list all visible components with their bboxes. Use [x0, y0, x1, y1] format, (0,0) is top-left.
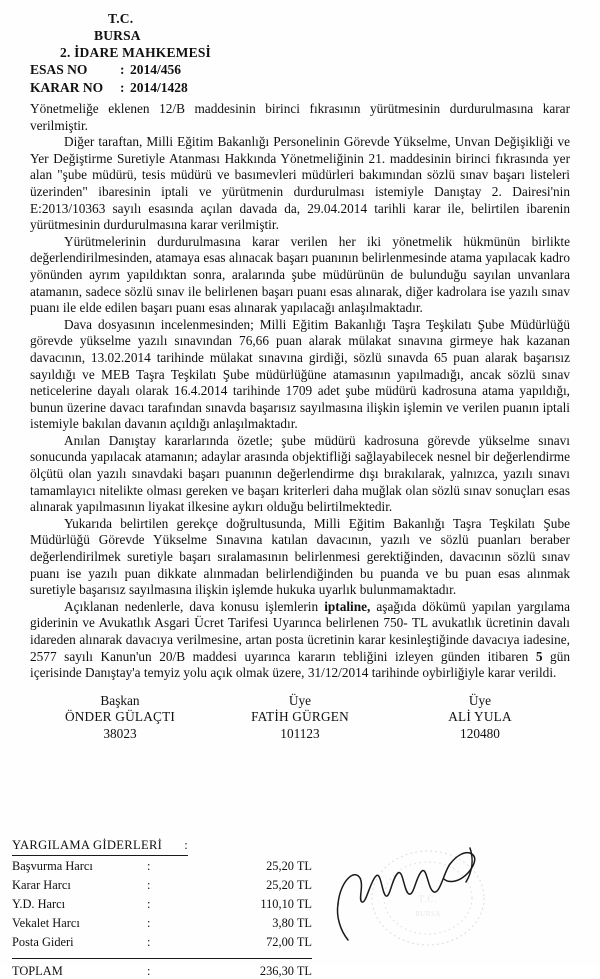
paragraph-6: Yukarıda belirtilen gerekçe doğrultusunda, Milli Eğitim Bakanlığı Taşra Teşkilatı Şube Müdürlüğü Görevde Yükselme Sınavına katılan davacının, yazılı ve sözlü puanları beraber değerlendirilmek suretiyle başarı sıralamasının belirlenmesi gerektiğinden, davacının sözlü sınav puanı ise yazılı puan dikkate alınmadan belirlendiğinden bu puanda ve bu puan esas alınmak suretiyle başarısız sayılmasına ilişkin işlemde hukuka uyarlık bulunmamaktadır.	[30, 516, 570, 599]
cost-label: Posta Gideri	[12, 935, 147, 951]
cost-colon: :	[147, 935, 169, 951]
ruling-text-part-3: gün içerisinde Danıştay'a temyiz yolu açık olmak üzere, 31/12/2014 tarihinde oybirliğiyle karar verildi.	[30, 649, 570, 681]
paragraph-5: Anılan Danıştay kararlarında özetle; şube müdürü kadrosuna görevde yükselme sınavı sonucunda yapılacak atamanın; adaylar arasında objektifliği sağlayabilecek nesnel bir değerlendirme ölçütü olan yazılı sınavdaki başarı puanının değerlendirme dışı bırakılarak, yalnızca, yazılı sınavı tamamlayıcı nitelikte olması gereken ve başarı kriterleri daha muğlak olan sözlü sınav sonuçları esas alınarak yapılmasının liyakat ilkesine aykırı olduğu belirtilmektedir.	[30, 433, 570, 516]
case-number-separator: :	[120, 61, 130, 79]
header-court-name: 2. İDARE MAHKEMESİ	[30, 44, 570, 61]
signatory-name: FATİH GÜRGEN	[210, 709, 390, 725]
decision-number-separator: :	[120, 79, 130, 97]
cost-total-value: 236,30 TL	[169, 964, 312, 979]
header-city: BURSA	[30, 27, 570, 44]
ruling-emphasis-iptaline: iptaline,	[324, 599, 370, 614]
svg-text:BURSA: BURSA	[415, 910, 441, 918]
document-header	[0, 0, 600, 97]
litigation-costs-table	[12, 838, 312, 979]
cost-colon: :	[147, 916, 169, 932]
cost-row	[12, 878, 312, 894]
case-number-value: 2014/456	[130, 61, 181, 79]
paragraph-7-ruling	[30, 599, 570, 682]
signatory-name: ÖNDER GÜLAÇTI	[30, 709, 210, 725]
stamp-icon	[330, 838, 540, 958]
signatory-id: 120480	[390, 726, 570, 742]
cost-value: 25,20 TL	[169, 878, 312, 894]
handwritten-signature-icon	[337, 848, 474, 940]
cost-value: 25,20 TL	[169, 859, 312, 875]
paragraph-3: Yürütmelerinin durdurulmasına karar verilen her iki yönetmelik hükmünün birlikte değerlendirilmesinden, atamaya esas alınacak başarı puanının belirlenmesinde atama yapılacak kadro yönünden ayrım yapıldıktan sonra, aralarında şube müdürünün de bulunduğu sayılan unvanlara atamanın, sadece sözlü sınav ile belirlenen başarı puanı esas alınarak, diğer kadrolara ise yazılı sınav puanı ile elde edilen başarı puanı esas alınarak yapılacağı anlaşılmaktadır.	[30, 234, 570, 317]
cost-colon: :	[147, 897, 169, 913]
signatory-president	[30, 693, 210, 742]
signatory-id: 38023	[30, 726, 210, 742]
signatory-role: Başkan	[30, 693, 210, 709]
signatory-name: ALİ YULA	[390, 709, 570, 725]
signatory-member-2	[390, 693, 570, 742]
decision-number-label: KARAR NO	[30, 79, 120, 97]
ruling-text-part-2: aşağıda dökümü yapılan yargılama giderinin ve Avukatlık Asgari Ücret Tarifesi Uyarınca belirlenen 750- TL avukatlık ücretinin davalı idareden alınarak davacıya verilmesine, artan posta ücretinin karar kesinleştiğinde davacıya iadesine, 2577 sayılı Kanun'un 20/B maddesi uyarınca kararın tebliğini izleyen günden itibaren	[30, 599, 570, 664]
cost-label: Y.D. Harcı	[12, 897, 147, 913]
decision-number-value: 2014/1428	[130, 79, 188, 97]
cost-label: Vekalet Harcı	[12, 916, 147, 932]
signatory-role: Üye	[210, 693, 390, 709]
signature-and-stamp-area	[330, 838, 540, 958]
costs-table-title-row	[12, 838, 188, 856]
cost-row	[12, 916, 312, 932]
cost-row	[12, 859, 312, 875]
case-number-row	[30, 61, 570, 79]
costs-table-title: YARGILAMA GİDERLERİ	[12, 838, 178, 854]
ruling-emphasis-days: 5	[536, 649, 543, 664]
costs-title-colon: :	[178, 838, 188, 854]
ruling-text-part-1: Açıklanan nedenlerle, dava konusu işlemlerin	[64, 599, 324, 614]
cost-value: 110,10 TL	[169, 897, 312, 913]
signatory-member-1	[210, 693, 390, 742]
signature-block	[30, 693, 570, 742]
paragraph-2: Diğer taraftan, Milli Eğitim Bakanlığı Personelinin Görevde Yükselme, Unvan Değişikliği ve Yer Değiştirme Suretiyle Atanması Hakkında Yönetmeliğinin 21. maddesinin birinci fıkrasında yer alan "şube müdürü, tesis müdürü ve basımevleri müdürleri bakımından sözlü sınav başarı listeleri üzerinden" ibaresinin iptali ve yürütmenin durdurulması istemiyle Danıştay 2. Dairesi'nin E:2013/10363 sayılı esasında açılan davada da, 29.04.2014 tarihli karar ile, belirtilen ibarenin yürütmesinin durdurulmasına karar verilmiştir.	[30, 134, 570, 234]
svg-text:T.C.: T.C.	[418, 894, 437, 904]
paragraph-4: Dava dosyasının incelenmesinden; Milli Eğitim Bakanlığı Taşra Teşkilatı Şube Müdürlüğü görevde yükselme yazılı sınavından 76,66 puan alarak mülakat sınavına girmeye hak kazanan davacının, 13.02.2014 tarihinde mülakat sınavına girdiği, sözlü sınavda 65 puan alarak başarısız sayıldığı ve MEB Taşra Teşkilatı Şube müdürlüğüne atamasının yapılmadığı, ancak sözlü sınav neticelerine dayalı olarak 16.4.2014 tarihinde 1709 adet şube müdürü kadrosuna atama yapıldığı, bunun üzerine davacı tarafından sınavda başarısız sayılmasına ilişkin işlemin ve verilen puanın iptali istemiyle bakılan davanın açıldığı anlaşılmaktadır.	[30, 317, 570, 433]
signatory-id: 101123	[210, 726, 390, 742]
cost-label: Başvurma Harcı	[12, 859, 147, 875]
signatory-role: Üye	[390, 693, 570, 709]
cost-total-colon: :	[147, 964, 169, 979]
cost-colon: :	[147, 878, 169, 894]
cost-colon: :	[147, 859, 169, 875]
costs-total-divider	[12, 958, 312, 959]
cost-value: 72,00 TL	[169, 935, 312, 951]
cost-total-label: TOPLAM	[12, 964, 147, 979]
paragraph-1: Yönetmeliğe eklenen 12/B maddesinin birinci fıkrasının yürütmesinin durdurulmasına karar verilmiştir.	[30, 101, 570, 134]
cost-row	[12, 897, 312, 913]
cost-value: 3,80 TL	[169, 916, 312, 932]
decision-number-row	[30, 79, 570, 97]
header-republic: T.C.	[30, 10, 570, 27]
cost-row	[12, 935, 312, 951]
cost-label: Karar Harcı	[12, 878, 147, 894]
case-number-label: ESAS NO	[30, 61, 120, 79]
document-body	[30, 101, 570, 682]
